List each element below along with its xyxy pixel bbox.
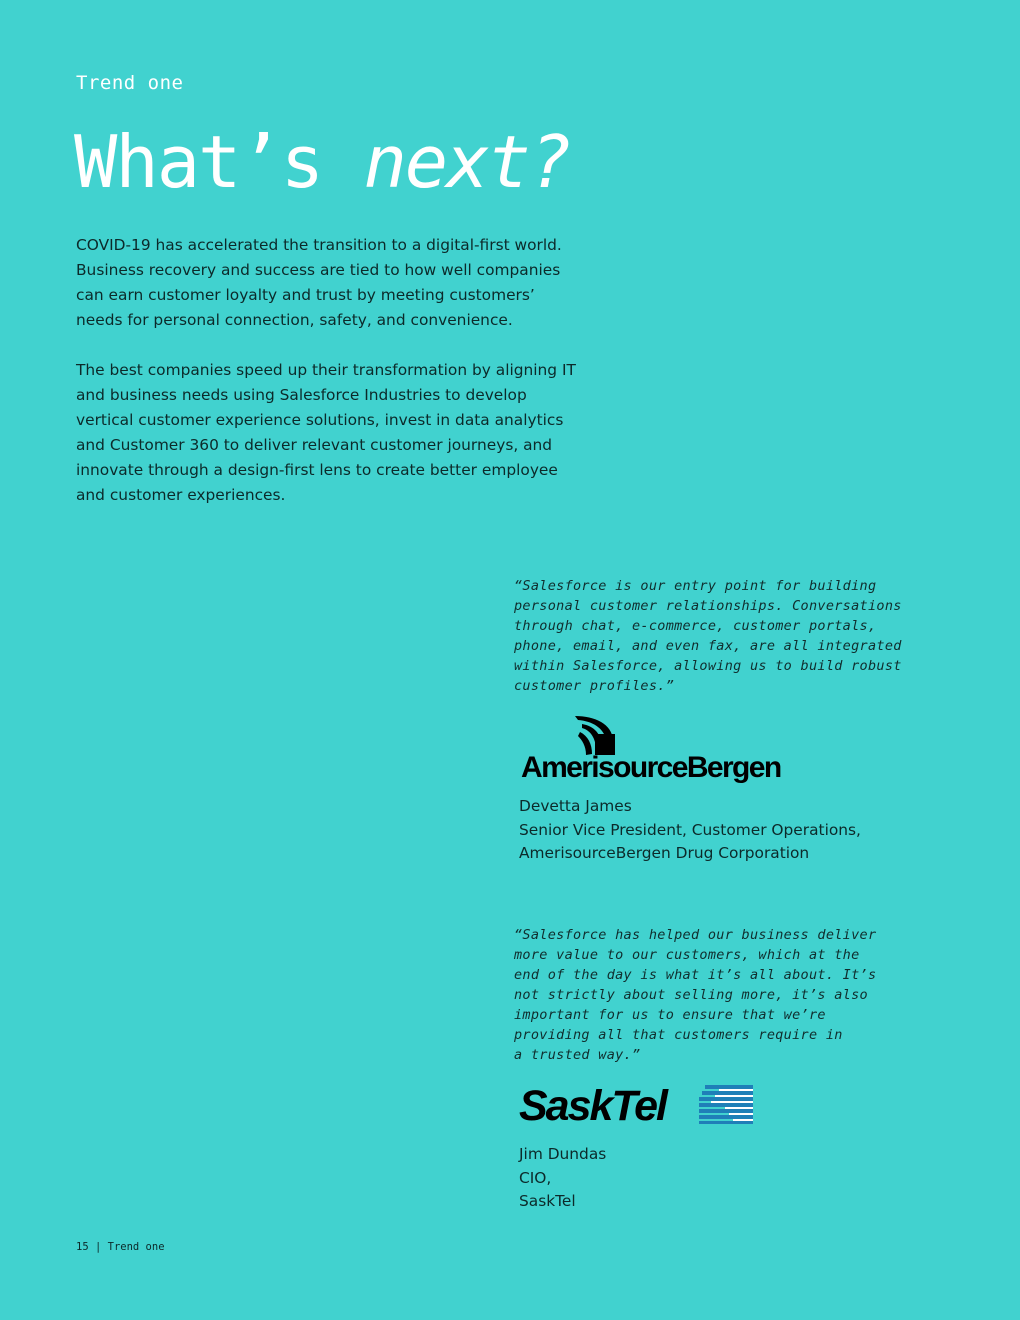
testimonial-attribution-2 [519, 1143, 606, 1214]
body-paragraph-2: The best companies speed up their transformation by aligning IT and business needs using Salesforce Industries to develop vertical customer experience solutions, invest in data analytics and Customer 360 to deliver relevant customer journeys, and innovate through a design-first lens to create better employee and customer experiences. [76, 361, 576, 504]
page-footer [76, 1241, 165, 1253]
section-eyebrow: Trend one [76, 72, 184, 94]
testimonial-quote-2: “Salesforce has helped our business deliver more value to our customers, which at the end of the day is what it’s all about. It’s not strictly about selling more, it’s also important for us to ensure that we’re providing all that customers require in a trusted way.” [514, 927, 877, 1063]
testimonial-company-2: SaskTel [519, 1192, 576, 1210]
amerisourcebergen-wordmark: AmerisourceBergen [521, 751, 781, 784]
testimonial-title-1: Senior Vice President, Customer Operations, [519, 820, 861, 839]
testimonial-title-2: CIO, [519, 1168, 552, 1187]
footer-separator: | [88, 1241, 108, 1253]
body-paragraph-1: COVID-19 has accelerated the transition to a digital-first world. Business recovery and success are tied to how well companies can earn customer loyalty and trust by meeting customers’ needs for personal connection, safety, and convenience. [76, 236, 562, 329]
title-part-1: What’s [74, 120, 364, 204]
body-copy [76, 233, 576, 533]
page-title [74, 118, 570, 206]
sasktel-logo [519, 1082, 759, 1128]
testimonial-attribution-1 [519, 795, 861, 866]
testimonial-company-1: AmerisourceBergen Drug Corporation [519, 844, 810, 862]
testimonial-name-1: Devetta James [519, 797, 632, 815]
title-part-2: next? [363, 120, 571, 204]
sasktel-stripes-icon [699, 1085, 753, 1124]
amerisourcebergen-mark-icon [575, 716, 615, 755]
page-number: 15 [76, 1241, 89, 1253]
testimonial-quote-1: “Salesforce is our entry point for building personal customer relationships. Conversations through chat, e-commerce, customer portals, phone, email, and even fax, are all integrated within Salesforce, allowing us to build robust customer profiles.” [514, 578, 902, 694]
footer-section: Trend one [107, 1241, 165, 1253]
testimonial-name-2: Jim Dundas [519, 1145, 607, 1163]
amerisourcebergen-logo [520, 714, 790, 788]
sasktel-wordmark: SaskTel [519, 1082, 666, 1128]
